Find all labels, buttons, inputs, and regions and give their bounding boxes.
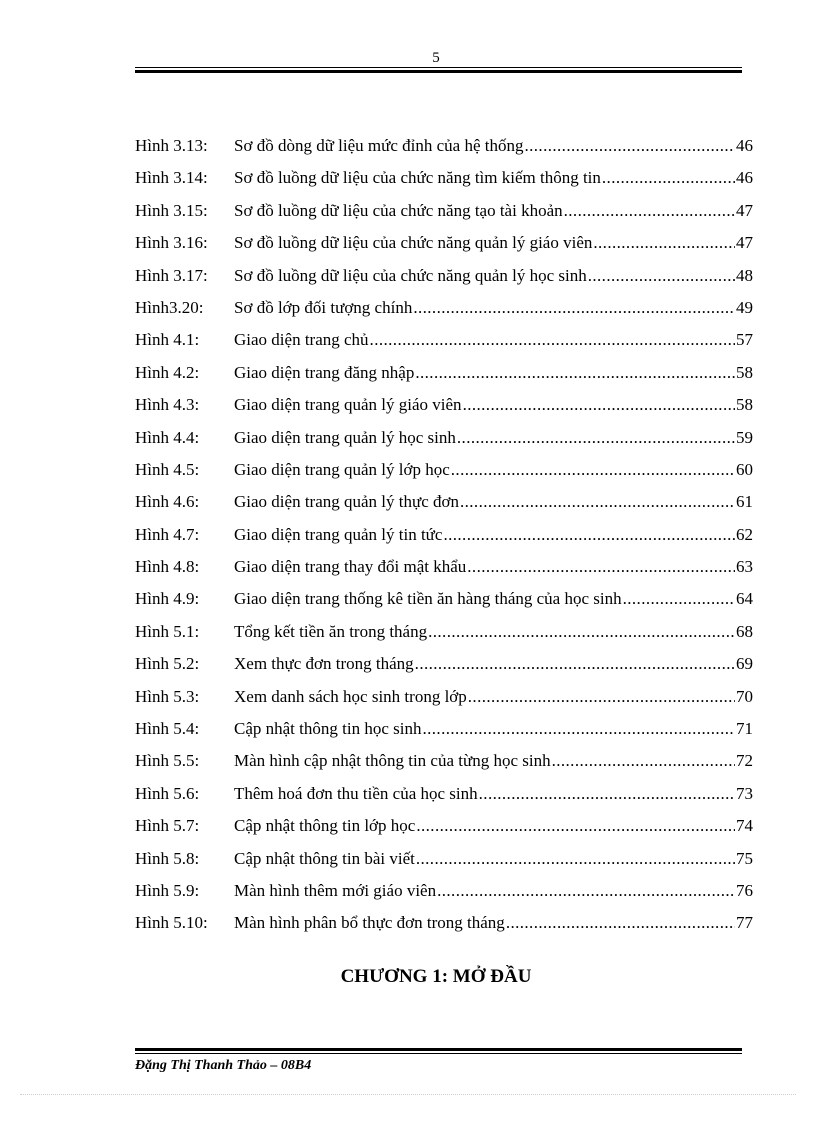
toc-figure-number: Hình 5.7:: [135, 816, 200, 836]
toc-dot-leader: [416, 810, 735, 842]
toc-page-number: 74: [736, 816, 753, 836]
toc-page-number: 71: [736, 719, 753, 739]
toc-figure-number: Hình 4.6:: [135, 492, 200, 512]
toc-dot-leader: [415, 648, 735, 680]
toc-entry: [135, 843, 753, 875]
toc-figure-title: Sơ đồ lớp đối tượng chính: [234, 297, 413, 317]
toc-dot-leader: [506, 907, 735, 939]
toc-dot-leader: [443, 519, 735, 551]
toc-figure-title: Giao diện trang đăng nhập: [234, 362, 415, 382]
toc-figure-number: Hình 4.2:: [135, 362, 200, 382]
toc-page-number: 60: [736, 459, 753, 479]
toc-page-number: 49: [736, 297, 753, 317]
toc-figure-title: Giao diện trang quản lý thực đơn: [234, 492, 459, 512]
toc-figure-number: Hình 5.3:: [135, 686, 200, 706]
toc-entry: [135, 681, 753, 713]
toc-figure-title: Cập nhật thông tin học sinh: [234, 719, 422, 739]
toc-dot-leader: [593, 227, 735, 259]
toc-figure-number: Hình 5.2:: [135, 654, 200, 674]
toc-entry: [135, 357, 753, 389]
toc-dot-leader: [437, 875, 735, 907]
toc-figure-title: Sơ đồ luồng dữ liệu của chức năng tạo tài khoản: [234, 200, 563, 220]
toc-entry: [135, 227, 753, 259]
toc-figure-number: Hình 5.4:: [135, 719, 200, 739]
toc-entry: [135, 810, 753, 842]
toc-entry: [135, 389, 753, 421]
toc-dot-leader: [468, 681, 735, 713]
toc-page-number: 47: [736, 233, 753, 253]
chapter-heading: CHƯƠNG 1: MỞ ĐẦU: [340, 966, 532, 987]
toc-dot-leader: [416, 843, 735, 875]
toc-page-number: 63: [736, 557, 753, 577]
toc-page-number: 76: [736, 880, 753, 900]
toc-page-number: 61: [736, 492, 753, 512]
toc-figure-title: Giao diện trang quản lý giáo viên: [234, 395, 462, 415]
footer-rule: [135, 1048, 742, 1054]
toc-entry: [135, 648, 753, 680]
toc-figure-title: Thêm hoá đơn thu tiền của học sinh: [234, 783, 478, 803]
toc-entry: [135, 551, 753, 583]
toc-figure-title: Giao diện trang thống kê tiền ăn hàng tháng của học sinh: [234, 589, 622, 609]
footer-author: Đặng Thị Thanh Thảo – 08B4: [135, 1058, 312, 1073]
header-rule: [135, 67, 742, 73]
toc-dot-leader: [428, 616, 735, 648]
toc-figure-number: Hình 4.5:: [135, 459, 200, 479]
toc-dot-leader: [413, 292, 735, 324]
toc-figure-number: Hình 4.7:: [135, 524, 200, 544]
toc-page-number: 68: [736, 621, 753, 641]
toc-dot-leader: [415, 357, 735, 389]
toc-entry: [135, 778, 753, 810]
toc-entry: [135, 486, 753, 518]
toc-page-number: 59: [736, 427, 753, 447]
toc-figure-number: Hình 3.15:: [135, 200, 208, 220]
toc-dot-leader: [552, 745, 735, 777]
toc-figure-title: Giao diện trang chủ: [234, 330, 369, 350]
toc-figure-number: Hình 3.16:: [135, 233, 208, 253]
toc-dot-leader: [370, 324, 735, 356]
toc-figure-number: Hình 4.3:: [135, 395, 200, 415]
toc-dot-leader: [602, 162, 735, 194]
toc-figure-number: Hình 5.8:: [135, 848, 200, 868]
toc-figure-number: Hình 5.9:: [135, 880, 200, 900]
toc-page-number: 57: [736, 330, 753, 350]
toc-figure-title: Tổng kết tiền ăn trong tháng: [234, 621, 428, 641]
toc-page-number: 75: [736, 848, 753, 868]
toc-figure-title: Giao diện trang quản lý lớp học: [234, 459, 450, 479]
toc-figure-number: Hình 4.8:: [135, 557, 200, 577]
toc-entry: [135, 875, 753, 907]
toc-figure-title: Sơ đồ luồng dữ liệu của chức năng quản lý học sinh: [234, 265, 587, 285]
toc-entry: [135, 130, 753, 162]
toc-entry: [135, 422, 753, 454]
toc-page-number: 48: [736, 265, 753, 285]
toc-figure-title: Sơ đồ luồng dữ liệu của chức năng quản lý giáo viên: [234, 233, 593, 253]
toc-page-number: 64: [736, 589, 753, 609]
toc-page-number: 58: [736, 362, 753, 382]
toc-dot-leader: [463, 389, 735, 421]
toc-dot-leader: [524, 130, 735, 162]
toc-figure-number: Hình 5.1:: [135, 621, 200, 641]
toc-dot-leader: [422, 713, 735, 745]
toc-entry: [135, 292, 753, 324]
toc-dot-leader: [467, 551, 735, 583]
toc-figure-title: Cập nhật thông tin bài viết: [234, 848, 415, 868]
toc-figure-title: Xem danh sách học sinh trong lớp: [234, 686, 467, 706]
toc-dot-leader: [564, 195, 735, 227]
toc-dot-leader: [457, 422, 735, 454]
toc-figure-title: Giao diện trang quản lý tin tức: [234, 524, 443, 544]
toc-dot-leader: [588, 260, 735, 292]
toc-figure-title: Màn hình cập nhật thông tin của từng học sinh: [234, 751, 551, 771]
toc-page-number: 72: [736, 751, 753, 771]
toc-entry: [135, 324, 753, 356]
toc-figure-title: Giao diện trang thay đổi mật khẩu: [234, 557, 467, 577]
toc-entry: [135, 713, 753, 745]
toc-figure-number: Hình 4.9:: [135, 589, 200, 609]
toc-entry: [135, 162, 753, 194]
toc-page-number: 62: [736, 524, 753, 544]
toc-figure-title: Sơ đồ dòng dữ liệu mức đỉnh của hệ thống: [234, 136, 524, 155]
toc-page-number: 46: [736, 136, 753, 155]
toc-figure-number: Hình 3.14:: [135, 168, 208, 188]
toc-figure-title: Sơ đồ luồng dữ liệu của chức năng tìm kiếm thông tin: [234, 168, 601, 188]
toc-figure-number: Hình3.20:: [135, 297, 204, 317]
toc-entry: [135, 454, 753, 486]
toc-entry: [135, 745, 753, 777]
toc-figure-number: Hình 5.5:: [135, 751, 200, 771]
toc-dot-leader: [479, 778, 735, 810]
toc-page-number: 69: [736, 654, 753, 674]
toc-entry: [135, 195, 753, 227]
toc-entry: [135, 907, 753, 939]
toc-page-number: 70: [736, 686, 753, 706]
toc-page-number: 47: [736, 200, 753, 220]
toc-page-number: 58: [736, 395, 753, 415]
toc-figure-number: Hình 4.4:: [135, 427, 200, 447]
toc-figure-number: Hình 5.6:: [135, 783, 200, 803]
toc-figure-number: Hình 5.10:: [135, 913, 208, 933]
toc-figure-title: Giao diện trang quản lý học sinh: [234, 427, 456, 447]
toc-page-number: 73: [736, 783, 753, 803]
toc-figure-title: Màn hình phân bổ thực đơn trong tháng: [234, 913, 505, 933]
toc-entry: [135, 616, 753, 648]
toc-figure-number: Hình 4.1:: [135, 330, 200, 350]
toc-figure-number: Hình 3.17:: [135, 265, 208, 285]
page-bottom-edge: [20, 1094, 796, 1095]
toc-page-number: 77: [736, 913, 753, 933]
toc-figure-title: Màn hình thêm mới giáo viên: [234, 880, 437, 900]
toc-dot-leader: [623, 583, 735, 615]
toc-page-number: 46: [736, 168, 753, 188]
toc-entry: [135, 519, 753, 551]
toc-entry: [135, 583, 753, 615]
toc-figure-title: Cập nhật thông tin lớp học: [234, 816, 416, 836]
table-of-figures: [135, 130, 753, 940]
toc-figure-number: Hình 3.13:: [135, 136, 208, 155]
toc-dot-leader: [460, 486, 735, 518]
toc-figure-title: Xem thực đơn trong tháng: [234, 654, 414, 674]
toc-entry: [135, 260, 753, 292]
page-number: 5: [432, 50, 440, 66]
toc-dot-leader: [451, 454, 735, 486]
